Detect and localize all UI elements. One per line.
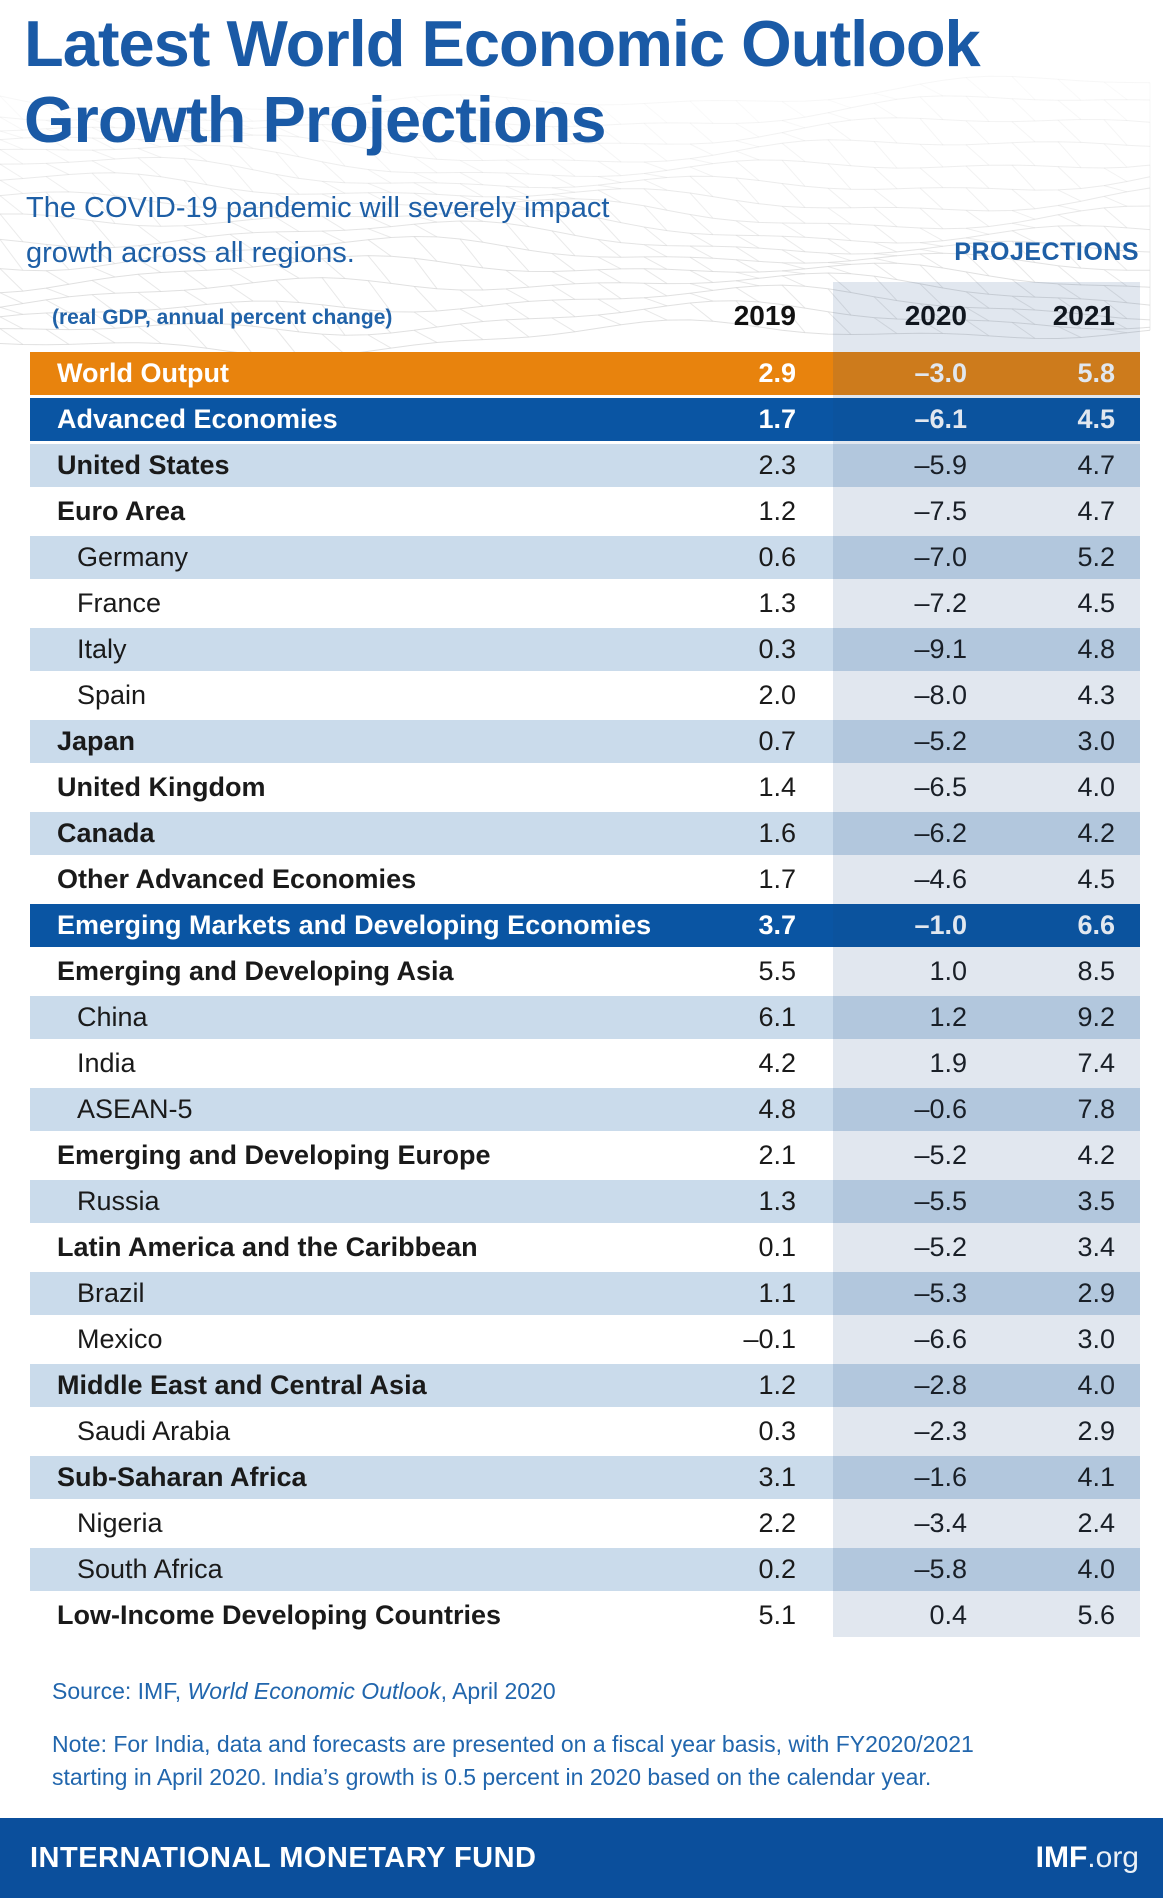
value-2019: 1.1 [758, 1278, 796, 1308]
value-2021: 4.0 [1077, 772, 1115, 802]
table-row [30, 812, 1140, 855]
value-2019: 0.3 [758, 1416, 796, 1446]
table-row [30, 1548, 1140, 1591]
row-label: Germany [77, 542, 189, 572]
value-2020: –5.5 [914, 1186, 967, 1216]
value-2019: 3.7 [758, 910, 796, 940]
value-2021: 3.0 [1077, 726, 1115, 756]
value-2021: 3.5 [1077, 1186, 1115, 1216]
table-row [30, 996, 1140, 1039]
value-2019: 0.2 [758, 1554, 796, 1584]
projections-label: PROJECTIONS [954, 238, 1139, 266]
page-subtitle-line1: The COVID-19 pandemic will severely impact [26, 192, 610, 224]
value-2021: 4.5 [1077, 404, 1115, 434]
value-2020: –9.1 [914, 634, 967, 664]
value-2019: 2.2 [758, 1508, 796, 1538]
value-2020: –5.2 [914, 726, 967, 756]
row-label: Sub-Saharan Africa [57, 1462, 307, 1492]
value-2021: 5.6 [1077, 1600, 1115, 1630]
value-2020: –6.6 [914, 1324, 967, 1354]
row-label: Canada [57, 818, 155, 848]
table-row [30, 904, 1140, 947]
table-row [30, 536, 1140, 579]
value-2020: –3.4 [914, 1508, 967, 1538]
value-2020: –7.0 [914, 542, 967, 572]
table-row [30, 1180, 1140, 1223]
row-label: France [77, 588, 162, 618]
value-2019: 5.5 [758, 956, 796, 986]
source-publication: World Economic Outlook [187, 1678, 441, 1704]
value-2020: –8.0 [914, 680, 967, 710]
growth-projections-table [30, 352, 1140, 1640]
row-label: Middle East and Central Asia [57, 1370, 427, 1400]
value-2021: 4.2 [1077, 1140, 1115, 1170]
footer-bar [0, 1818, 1163, 1898]
value-2020: –6.5 [914, 772, 967, 802]
value-2019: 1.7 [758, 864, 796, 894]
imf-org-link-suffix: .org [1087, 1841, 1139, 1874]
row-label: South Africa [77, 1554, 223, 1584]
value-2019: 4.8 [758, 1094, 796, 1124]
value-2020: 1.0 [929, 956, 967, 986]
row-label: Saudi Arabia [77, 1416, 231, 1446]
source-suffix: , April 2020 [440, 1678, 556, 1704]
value-2021: 7.4 [1077, 1048, 1115, 1078]
value-2019: 1.7 [758, 404, 796, 434]
value-2019: 0.3 [758, 634, 796, 664]
row-label: Euro Area [57, 496, 186, 526]
value-2021: 4.0 [1077, 1554, 1115, 1584]
table-row [30, 1088, 1140, 1131]
value-2021: 4.7 [1077, 496, 1115, 526]
value-2019: 2.9 [758, 358, 796, 388]
value-2019: 1.2 [758, 496, 796, 526]
value-2019: 1.2 [758, 1370, 796, 1400]
value-2021: 4.5 [1077, 588, 1115, 618]
row-label: World Output [57, 358, 229, 388]
value-2021: 2.9 [1077, 1416, 1115, 1446]
page-subtitle [26, 186, 609, 276]
unit-label: (real GDP, annual percent change) [52, 306, 393, 329]
table-row [30, 582, 1140, 625]
value-2020: –5.8 [914, 1554, 967, 1584]
value-2021: 4.8 [1077, 634, 1115, 664]
value-2021: 7.8 [1077, 1094, 1115, 1124]
row-label: Russia [77, 1186, 160, 1216]
value-2021: 2.9 [1077, 1278, 1115, 1308]
table-row [30, 490, 1140, 533]
row-label: Emerging and Developing Europe [57, 1140, 491, 1170]
row-label: Nigeria [77, 1508, 163, 1538]
value-2020: –1.0 [914, 910, 967, 940]
value-2019: 0.6 [758, 542, 796, 572]
table-row [30, 628, 1140, 671]
value-2019: 2.0 [758, 680, 796, 710]
row-label: Low-Income Developing Countries [57, 1600, 502, 1630]
page-title-line1: Latest World Economic Outlook [24, 7, 980, 80]
row-label: Latin America and the Caribbean [57, 1232, 478, 1262]
value-2021: 4.7 [1077, 450, 1115, 480]
table-row [30, 1042, 1140, 1085]
value-2019: 6.1 [758, 1002, 796, 1032]
imf-org-link-bold: IMF [1035, 1841, 1088, 1874]
row-label: Other Advanced Economies [57, 864, 417, 894]
row-label: Spain [77, 680, 147, 710]
value-2019: 5.1 [758, 1600, 796, 1630]
value-2021: 5.2 [1077, 542, 1115, 572]
row-label: China [77, 1002, 148, 1032]
value-2020: 1.2 [929, 1002, 967, 1032]
column-header-2020: 2020 [904, 300, 967, 331]
row-label: United States [57, 450, 230, 480]
page-title [24, 6, 980, 158]
value-2021: 4.1 [1077, 1462, 1115, 1492]
value-2021: 6.6 [1077, 910, 1115, 940]
value-2021: 4.0 [1077, 1370, 1115, 1400]
table-row [30, 1226, 1140, 1269]
value-2020: –0.6 [914, 1094, 967, 1124]
value-2020: –5.2 [914, 1232, 967, 1262]
value-2019: 0.1 [758, 1232, 796, 1262]
row-label: ASEAN-5 [77, 1094, 193, 1124]
value-2021: 4.5 [1077, 864, 1115, 894]
value-2019: 2.3 [758, 450, 796, 480]
column-header-2019: 2019 [733, 300, 796, 331]
value-2019: 4.2 [758, 1048, 796, 1078]
value-2020: –5.2 [914, 1140, 967, 1170]
table-row [30, 1318, 1140, 1361]
row-label: Brazil [77, 1278, 145, 1308]
value-2019: 1.4 [758, 772, 796, 802]
page-title-line2: Growth Projections [24, 83, 606, 156]
row-label: Emerging Markets and Developing Economies [57, 910, 652, 940]
value-2019: –0.1 [743, 1324, 796, 1354]
page-subtitle-line2: growth across all regions. [26, 237, 355, 269]
value-2020: –1.6 [914, 1462, 967, 1492]
table-row [30, 720, 1140, 763]
value-2021: 3.0 [1077, 1324, 1115, 1354]
value-2020: –5.9 [914, 450, 967, 480]
row-label: Emerging and Developing Asia [57, 956, 454, 986]
source-line [52, 1678, 556, 1705]
row-label: Mexico [77, 1324, 163, 1354]
table-row [30, 1134, 1140, 1177]
value-2020: –7.2 [914, 588, 967, 618]
footnote-line2: starting in April 2020. India’s growth is 0.5 percent in 2020 based on the calendar year. [52, 1764, 932, 1790]
value-2020: –4.6 [914, 864, 967, 894]
row-label: United Kingdom [57, 772, 266, 802]
table-row [30, 1364, 1140, 1407]
table-row [30, 858, 1140, 901]
column-header-2021: 2021 [1052, 300, 1115, 331]
table-row [30, 1410, 1140, 1453]
value-2021: 4.2 [1077, 818, 1115, 848]
value-2019: 1.3 [758, 588, 796, 618]
footnote [52, 1728, 974, 1794]
table-row [30, 1272, 1140, 1315]
row-label: Italy [77, 634, 127, 664]
value-2021: 2.4 [1077, 1508, 1115, 1538]
value-2021: 8.5 [1077, 956, 1115, 986]
table-column-header [30, 300, 1140, 334]
value-2020: –5.3 [914, 1278, 967, 1308]
table-row [30, 674, 1140, 717]
imf-org-link[interactable] [1036, 1841, 1139, 1875]
table-row [30, 950, 1140, 993]
value-2021: 5.8 [1077, 358, 1115, 388]
value-2020: –7.5 [914, 496, 967, 526]
value-2021: 3.4 [1077, 1232, 1115, 1262]
row-label: India [77, 1048, 136, 1078]
source-prefix: Source: IMF, [52, 1678, 188, 1704]
value-2020: –3.0 [914, 358, 967, 388]
value-2019: 3.1 [758, 1462, 796, 1492]
value-2021: 4.3 [1077, 680, 1115, 710]
value-2020: 1.9 [929, 1048, 967, 1078]
row-label: Japan [57, 726, 136, 756]
value-2019: 1.3 [758, 1186, 796, 1216]
table-row [30, 1594, 1140, 1637]
value-2020: 0.4 [929, 1600, 967, 1630]
table-row [30, 766, 1140, 809]
value-2019: 2.1 [758, 1140, 796, 1170]
value-2020: –2.3 [914, 1416, 967, 1446]
table-row [30, 398, 1140, 441]
value-2020: –6.2 [914, 818, 967, 848]
table-row [30, 1502, 1140, 1545]
table-row [30, 352, 1140, 395]
table-row [30, 444, 1140, 487]
value-2020: –2.8 [914, 1370, 967, 1400]
imf-org-name: INTERNATIONAL MONETARY FUND [30, 1841, 537, 1874]
value-2020: –6.1 [914, 404, 967, 434]
row-label: Advanced Economies [57, 404, 338, 434]
value-2021: 9.2 [1077, 1002, 1115, 1032]
footnote-line1: Note: For India, data and forecasts are presented on a fiscal year basis, with FY2020/2021 [52, 1731, 974, 1757]
value-2019: 0.7 [758, 726, 796, 756]
table-row [30, 1456, 1140, 1499]
value-2019: 1.6 [758, 818, 796, 848]
